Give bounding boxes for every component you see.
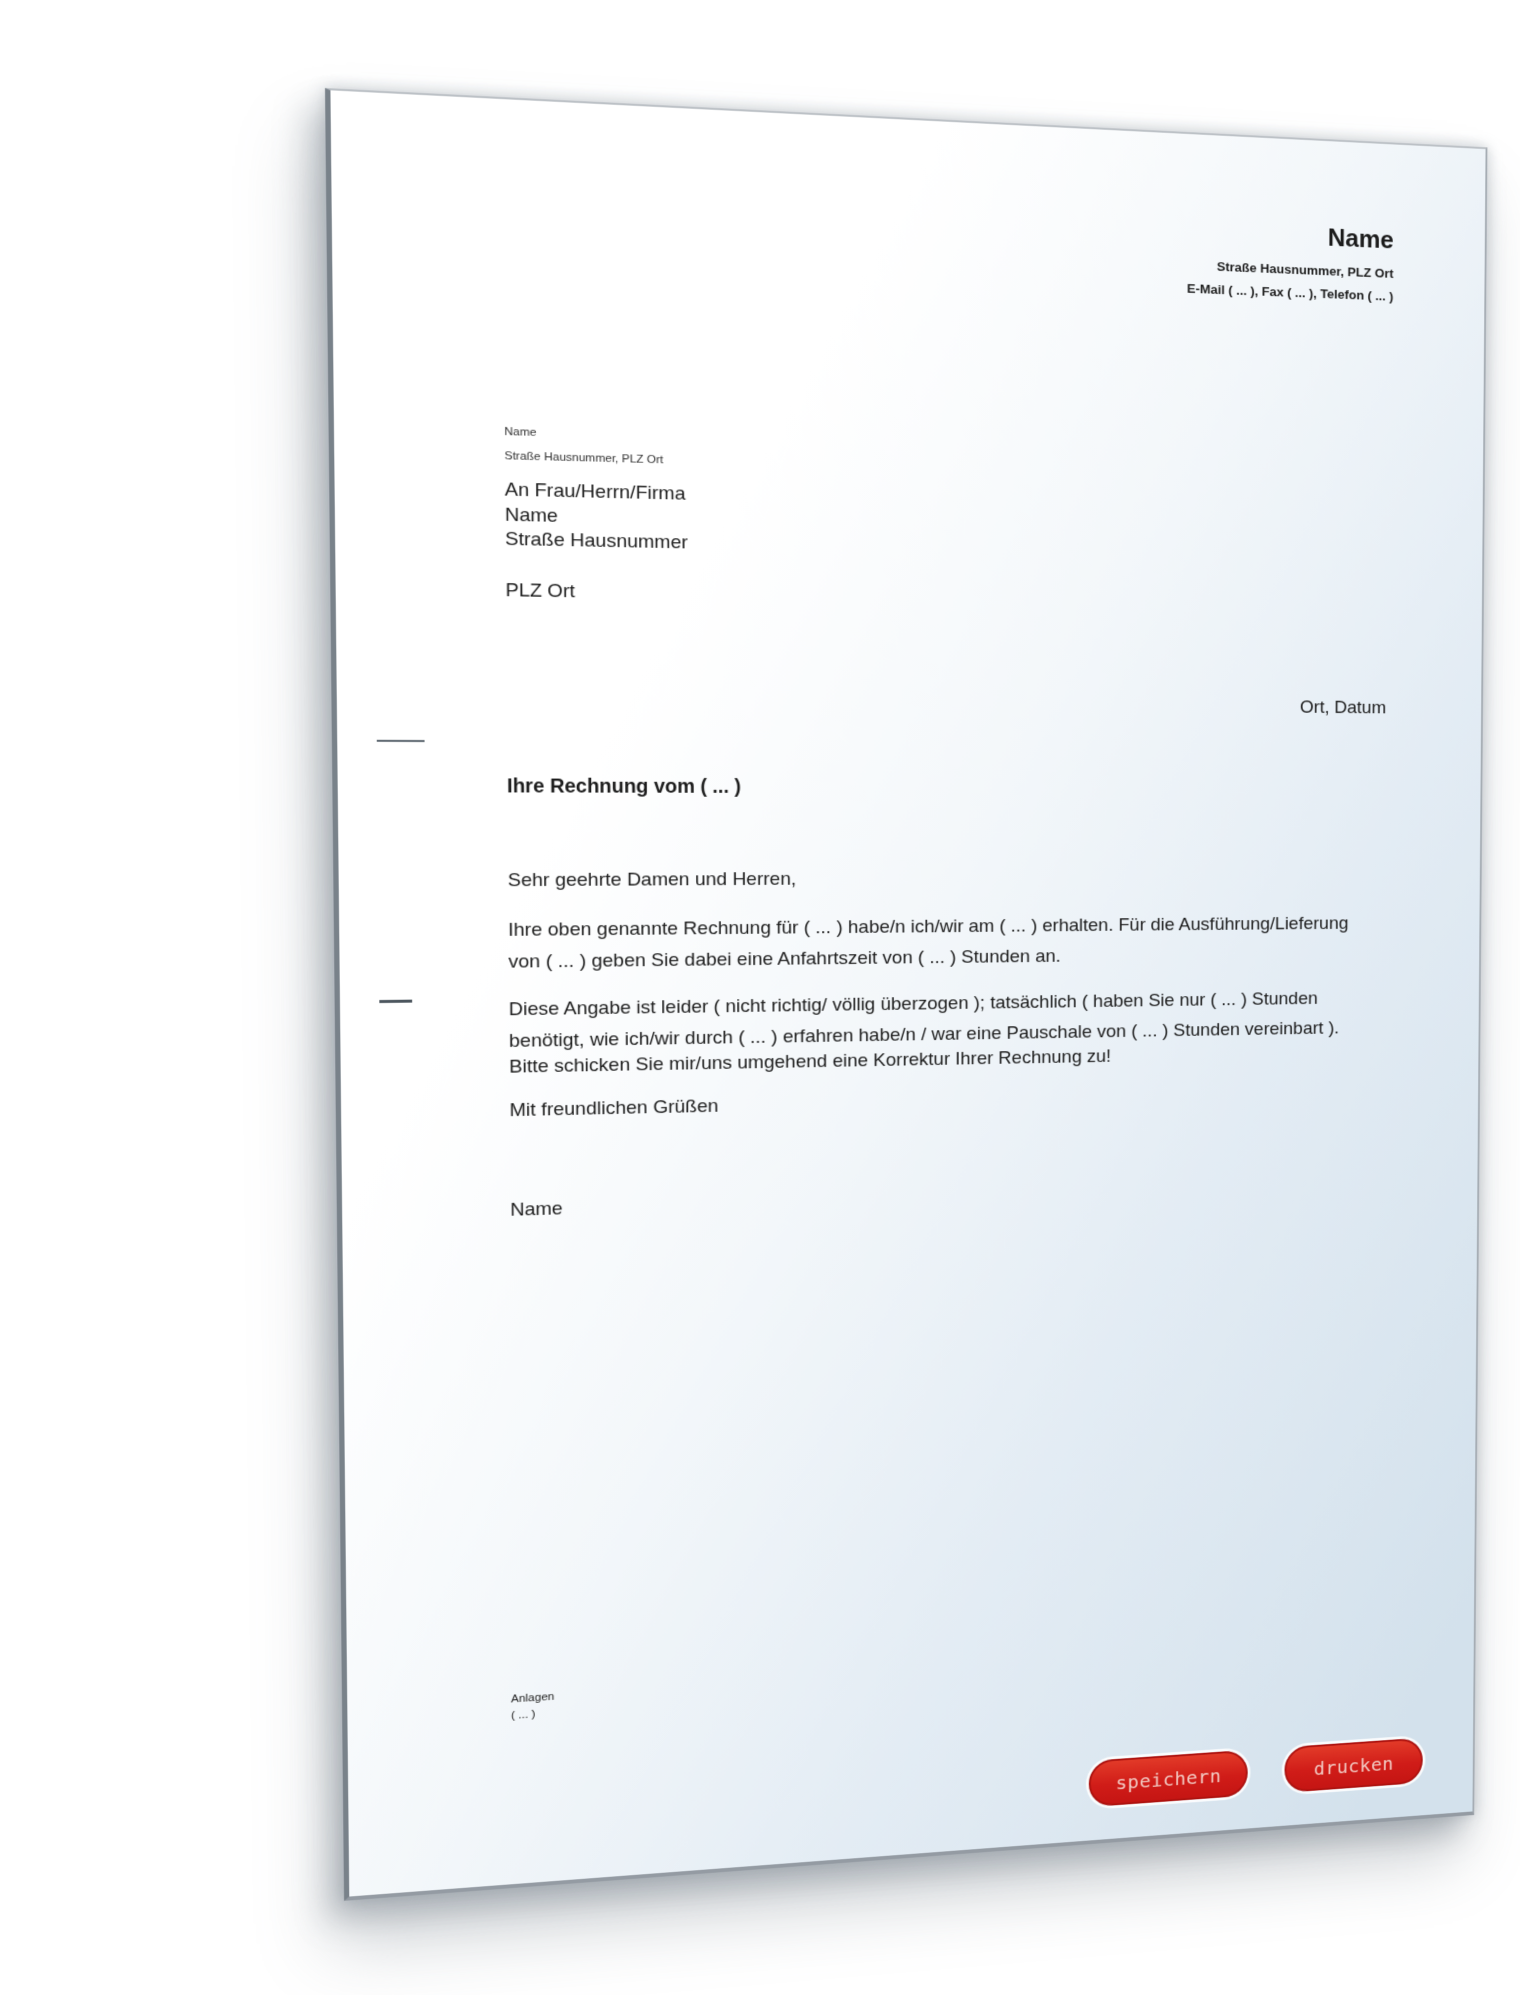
date-line: Ort, Datum xyxy=(1299,697,1387,719)
recipient-block xyxy=(505,478,689,606)
closing-phrase: Mit freundlichen Grüßen xyxy=(509,1096,719,1122)
save-button[interactable]: speichern xyxy=(1089,1750,1248,1807)
body-paragraph-3: Bitte schicken Sie mir/uns umgehend eine Korrektur Ihrer Rechnung zu! xyxy=(509,1046,1112,1078)
letterhead xyxy=(1187,215,1394,308)
sender-line xyxy=(504,420,663,472)
document-page xyxy=(325,88,1487,1901)
fold-mark-top xyxy=(377,740,425,742)
enclosures-label: Anlagen xyxy=(510,1691,555,1706)
action-buttons xyxy=(1089,1738,1423,1808)
recipient-street: Straße Hausnummer xyxy=(505,528,688,554)
letterhead-name: Name xyxy=(1327,222,1394,255)
sender-address: Straße Hausnummer, PLZ Ort xyxy=(504,450,664,467)
signature-name: Name xyxy=(510,1198,563,1221)
body-paragraph-2: Diese Angabe ist leider ( nicht richtig/ völlig überzogen ); tatsächlich ( haben Sie nur ( ... ) Stunden benötigt, wie ich/wir durch ( ... ) erfahren habe/n / war eine Pauschale von ( ... ) Stunden vereinbart ). xyxy=(508,988,1340,1052)
letterhead-address: Straße Hausnummer, PLZ Ort xyxy=(1216,259,1394,281)
body-paragraph-1: Ihre oben genannte Rechnung für ( ... ) habe/n ich/wir am ( ... ) erhalten. Für die Ausführung/Lieferung von ( ... ) geben Sie dabei eine Anfahrtszeit von ( ... ) Stunden an. xyxy=(508,913,1349,973)
subject-line: Ihre Rechnung vom ( ... ) xyxy=(506,775,742,798)
salutation: Sehr geehrte Damen und Herren, xyxy=(507,869,797,892)
fold-mark-center xyxy=(379,1000,412,1003)
sender-name: Name xyxy=(504,425,537,439)
recipient-name: Name xyxy=(504,504,559,527)
recipient-city: PLZ Ort xyxy=(505,579,576,602)
recipient-salutation: An Frau/Herrn/Firma xyxy=(504,479,686,505)
print-button[interactable]: drucken xyxy=(1284,1738,1422,1793)
letterhead-contact: E-Mail ( ... ), Fax ( ... ), Telefon ( ... ) xyxy=(1186,281,1394,304)
enclosures-value: ( ... ) xyxy=(511,1708,536,1722)
enclosures-block xyxy=(511,1689,555,1725)
